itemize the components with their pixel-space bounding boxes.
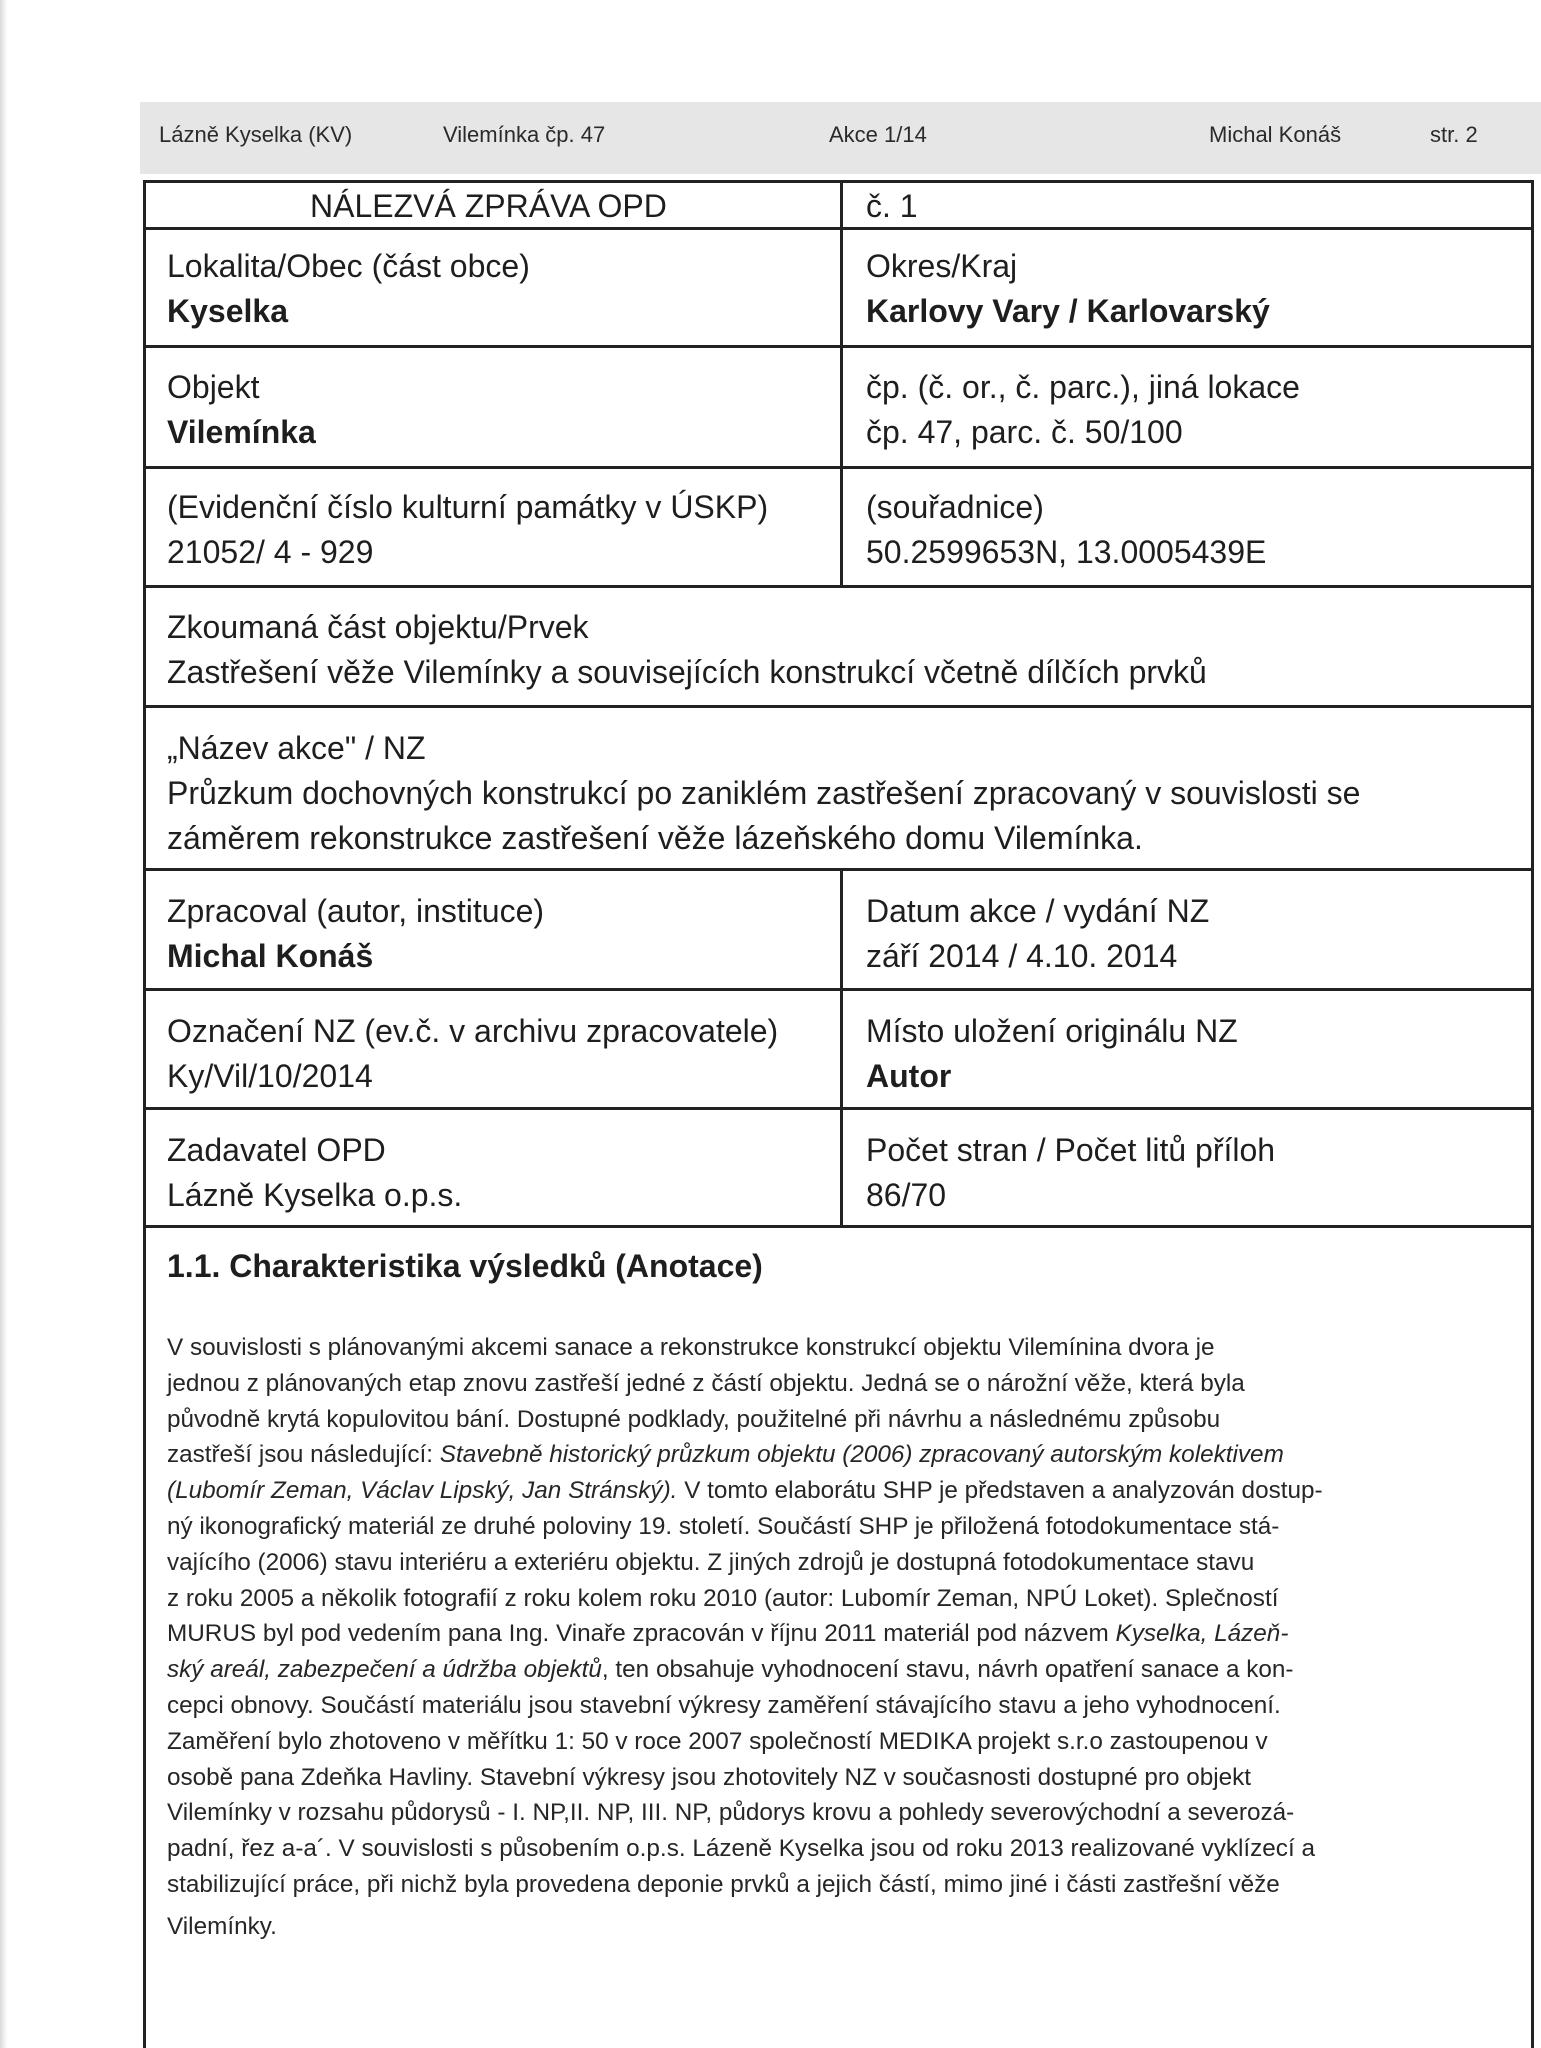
- client-field: [167, 1128, 462, 1218]
- annotation-line: jednou z plánovaných etap znovu zastřeší jedné z částí objektu. Jedná se o nárožní věže, která byla: [167, 1369, 1245, 1397]
- page-header: [140, 102, 1541, 174]
- annotation-line: V souvislosti s plánovanými akcemi sanace a rekonstrukce konstrukcí objektu Vilemínina dvora je: [167, 1334, 1215, 1361]
- annotation-line: cepci obnovy. Součástí materiálu jsou stavební výkresy zaměření stávajícího stavu a jeho vyhodnocení.: [167, 1691, 1281, 1719]
- address-field: [866, 365, 1300, 455]
- examined-part-value: Zastřešení věže Vilemínky a souvisejících konstrukcí včetně dílčích prvků: [167, 654, 1207, 690]
- header-object: Vilemínka čp. 47: [443, 122, 606, 147]
- annotation-line: Zaměření bylo zhotoveno v měřítku 1: 50 v roce 2007 společností MEDIKA projekt s.r.o zastoupenou v: [167, 1727, 1268, 1755]
- object-label: Objekt: [167, 369, 260, 405]
- coordinates-label: (souřadnice): [866, 489, 1044, 525]
- processed-by-label: Zpracoval (autor, instituce): [167, 893, 545, 929]
- date-label: Datum akce / vydání NZ: [866, 893, 1210, 929]
- locality-value: Kyselka: [167, 293, 288, 329]
- table-column-rule: [840, 180, 843, 585]
- monument-label: (Evidenční číslo kulturní památky v ÚSKP): [167, 489, 769, 525]
- scan-edge: [0, 0, 8, 2048]
- action-name-field: [167, 726, 1360, 861]
- locality-label: Lokalita/Obec (část obce): [167, 248, 530, 284]
- annotation-italic-run: (Lubomír Zeman, Václav Lipský, Jan Stránský).: [167, 1477, 678, 1505]
- processed-by-value: Michal Konáš: [167, 938, 374, 974]
- pages-label: Počet stran / Počet litů příloh: [866, 1132, 1276, 1168]
- annotation-line: padní, řez a-a´. V souvislosti s působením o.p.s. Lázeně Kyselka jsou od roku 2013 realizované vyklízecí a: [167, 1835, 1315, 1863]
- action-name-label: „Název akce" / NZ: [167, 730, 426, 766]
- annotation-line: [167, 1616, 1517, 1652]
- table-rule: [143, 1107, 1534, 1110]
- annotation-line: Vilemínky v rozsahu půdorysů - I. NP,II. NP, III. NP, půdorys krovu a pohledy severovýchodní a severozá-: [167, 1799, 1295, 1827]
- annotation-heading: 1.1. Charakteristika výsledků (Anotace): [167, 1248, 763, 1284]
- annotation-line: z roku 2005 a několik fotografií z roku kolem roku 2010 (autor: Lubomír Zeman, NPÚ Loket). Splečností: [167, 1584, 1279, 1612]
- annotation-text-run: zastřeší jsou následující:: [167, 1441, 440, 1469]
- report-title: NÁLEZVÁ ZPRÁVA OPD: [310, 188, 667, 224]
- table-rule: [143, 988, 1534, 991]
- examined-part-field: [167, 605, 1207, 695]
- annotation-italic-run: ský areál, zabezpečení a údržba objektů: [167, 1656, 602, 1684]
- pages-field: [866, 1128, 1275, 1218]
- designation-value: Ky/Vil/10/2014: [167, 1058, 373, 1094]
- address-value: čp. 47, parc. č. 50/100: [866, 414, 1183, 450]
- district-label: Okres/Kraj: [866, 248, 1018, 284]
- action-name-line: Průzkum dochovných konstrukcí po zaniklém zastřešení zpracovaný v souvislosti se: [167, 775, 1361, 811]
- annotation-line: [167, 1473, 1517, 1509]
- storage-field: [866, 1009, 1238, 1099]
- storage-value: Autor: [866, 1058, 952, 1094]
- header-action: Akce 1/14: [829, 122, 927, 147]
- annotation-text-run: V tomto elaborátu SHP je představen a analyzován dostup-: [677, 1477, 1323, 1505]
- monument-value: 21052/ 4 - 929: [167, 534, 374, 570]
- annotation-line: původně krytá kopulovitou bání. Dostupné podklady, použitelné při návrhu a následnému způsobu: [167, 1405, 1221, 1433]
- header-page-number: str. 2: [1430, 122, 1478, 147]
- coordinates-value: 50.2599653N, 13.0005439E: [866, 534, 1267, 570]
- table-rule: [143, 705, 1534, 708]
- annotation-line: Vilemínky.: [167, 1912, 277, 1940]
- table-rule: [143, 1225, 1534, 1228]
- pages-value: 86/70: [866, 1177, 947, 1213]
- table-column-rule: [840, 868, 843, 1225]
- annotation-text-run: , ten obsahuje vyhodnocení stavu, návrh opatření sanace a kon-: [601, 1656, 1294, 1684]
- annotation-text: [167, 1330, 1517, 1945]
- examined-part-label: Zkoumaná část objektu/Prvek: [167, 609, 589, 645]
- object-field: [167, 365, 316, 455]
- client-label: Zadavatel OPD: [167, 1132, 386, 1168]
- client-value: Lázně Kyselka o.p.s.: [167, 1177, 463, 1213]
- storage-label: Místo uložení originálu NZ: [866, 1013, 1238, 1049]
- table-rule: [143, 180, 1534, 183]
- annotation-line: vajícího (2006) stavu interiéru a exteriéru objektu. Z jiných zdrojů je dostupná fotodokumentace stavu: [167, 1548, 1255, 1576]
- district-value: Karlovy Vary / Karlovarský: [866, 293, 1270, 329]
- district-field: [866, 244, 1270, 334]
- table-rule: [143, 585, 1534, 588]
- table-rule: [143, 868, 1534, 871]
- address-label: čp. (č. or., č. parc.), jiná lokace: [866, 369, 1300, 405]
- date-value: září 2014 / 4.10. 2014: [866, 938, 1178, 974]
- annotation-line: stabilizující práce, při nichž byla provedena deponie prvků a jejich částí, mimo jiné i části zastřešní věže: [167, 1870, 1280, 1898]
- header-author: Michal Konáš: [1209, 122, 1342, 147]
- table-rule: [143, 466, 1534, 469]
- report-number: č. 1: [866, 188, 918, 224]
- annotation-italic-run: Stavebně historický průzkum objektu (2006) zpracovaný autorským kolektivem: [439, 1441, 1284, 1469]
- header-site: Lázně Kyselka (KV): [159, 122, 353, 147]
- table-rule: [143, 345, 1534, 348]
- annotation-line: ný ikonografický materiál ze druhé poloviny 19. století. Součástí SHP je přiložená fotodokumentace stá-: [167, 1512, 1280, 1540]
- locality-field: [167, 244, 530, 334]
- designation-label: Označení NZ (ev.č. v archivu zpracovatele): [167, 1013, 779, 1049]
- annotation-line: [167, 1652, 1517, 1688]
- processed-by-field: [167, 889, 544, 979]
- annotation-italic-run: Kyselka, Lázeň-: [1115, 1620, 1289, 1648]
- action-name-line: záměrem rekonstrukce zastřešení věže lázeňského domu Vilemínka.: [167, 820, 1143, 856]
- coordinates-field: [866, 485, 1266, 575]
- annotation-text-run: MURUS byl pod vedením pana Ing. Vinaře zpracován v říjnu 2011 materiál pod názvem: [167, 1620, 1116, 1648]
- date-field: [866, 889, 1209, 979]
- monument-field: [167, 485, 768, 575]
- designation-field: [167, 1009, 778, 1099]
- annotation-line: osobě pana Zdeňka Havliny. Stavební výkresy jsou zhotovitely NZ v současnosti dostupné pro objekt: [167, 1763, 1252, 1791]
- object-value: Vilemínka: [167, 414, 316, 450]
- annotation-line: [167, 1437, 1517, 1473]
